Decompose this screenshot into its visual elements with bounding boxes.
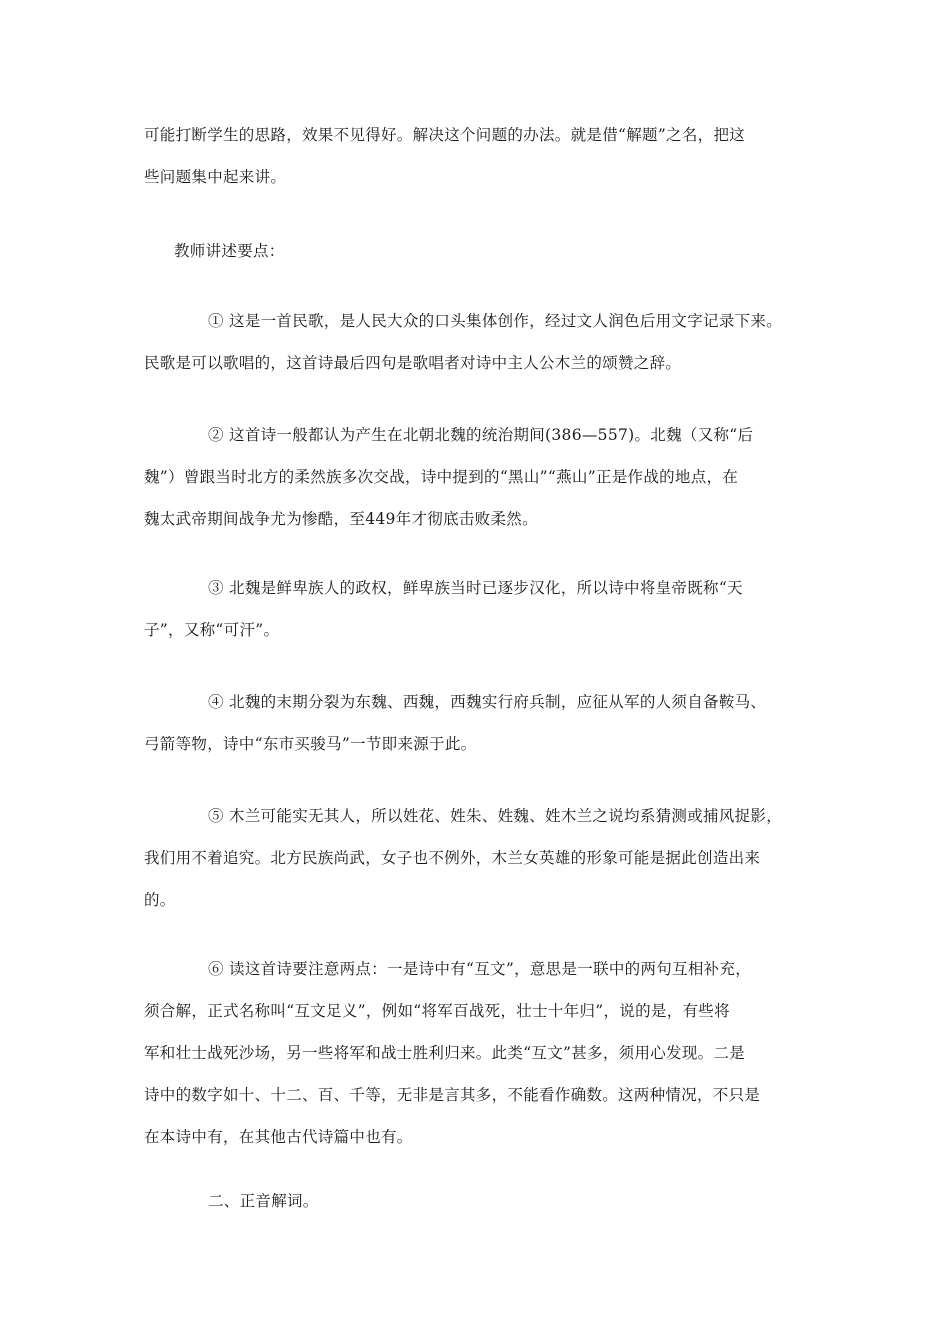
paragraph-line: 弓箭等物，诗中“东市买骏马”一节即来源于此。 <box>144 735 477 753</box>
paragraph-line: 我们用不着追究。北方民族尚武，女子也不例外，木兰女英雄的形象可能是据此创造出来 <box>144 849 761 867</box>
paragraph-line: ① 这是一首民歌，是人民大众的口头集体创作，经过文人润色后用文字记录下来。 <box>208 312 783 330</box>
paragraph-line: 的。 <box>144 891 176 909</box>
paragraph-line: ② 这首诗一般都认为产生在北朝北魏的统治期间(386—557)。北魏（又称“后 <box>208 426 754 444</box>
paragraph-line: 在本诗中有，在其他古代诗篇中也有。 <box>144 1128 413 1146</box>
paragraph-line: 魏太武帝期间战争尤为惨酷，至449年才彻底击败柔然。 <box>144 510 538 528</box>
paragraph-line: 子”，又称“可汗”。 <box>144 621 280 639</box>
section-heading-teacher-points <box>144 230 814 272</box>
paragraph-intro <box>144 114 814 198</box>
paragraph-line: ④ 北魏的末期分裂为东魏、西魏，西魏实行府兵制，应征从军的人须自备鞍马、 <box>208 693 767 711</box>
paragraph-line: 须合解，正式名称叫“互文足义”，例如“将军百战死，壮士十年归”，说的是，有些将 <box>144 1002 730 1020</box>
point-2 <box>144 414 814 540</box>
paragraph-line: 可能打断学生的思路，效果不见得好。解决这个问题的办法。就是借“解题”之名，把这 <box>144 126 746 144</box>
point-1 <box>144 300 814 384</box>
paragraph-line: ⑤ 木兰可能实无其人，所以姓花、姓朱、姓魏、姓木兰之说均系猜测或捕风捉影， <box>208 807 783 825</box>
paragraph-line: 些问题集中起来讲。 <box>144 168 287 186</box>
paragraph-line: 诗中的数字如十、十二、百、千等，无非是言其多，不能看作确数。这两种情况，不只是 <box>144 1086 761 1104</box>
paragraph-line: 民歌是可以歌唱的，这首诗最后四句是歌唱者对诗中主人公木兰的颂赞之辞。 <box>144 354 682 372</box>
point-4 <box>144 681 814 765</box>
section-heading-pronunciation <box>144 1180 814 1222</box>
point-6 <box>144 948 814 1158</box>
paragraph-line: ③ 北魏是鲜卑族人的政权，鲜卑族当时已逐步汉化，所以诗中将皇帝既称“天 <box>208 579 743 597</box>
heading-line: 二、正音解词。 <box>208 1192 319 1210</box>
point-5 <box>144 795 814 921</box>
point-3 <box>144 567 814 651</box>
paragraph-line: 魏”）曾跟当时北方的柔然族多次交战，诗中提到的“黑山”“燕山”正是作战的地点，在 <box>144 468 739 486</box>
heading-line: 教师讲述要点： <box>174 242 285 260</box>
paragraph-line: ⑥ 读这首诗要注意两点：一是诗中有“互文”，意思是一联中的两句互相补充， <box>208 960 752 978</box>
paragraph-line: 军和壮士战死沙场，另一些将军和战士胜利归来。此类“互文”甚多，须用心发现。二是 <box>144 1044 746 1062</box>
